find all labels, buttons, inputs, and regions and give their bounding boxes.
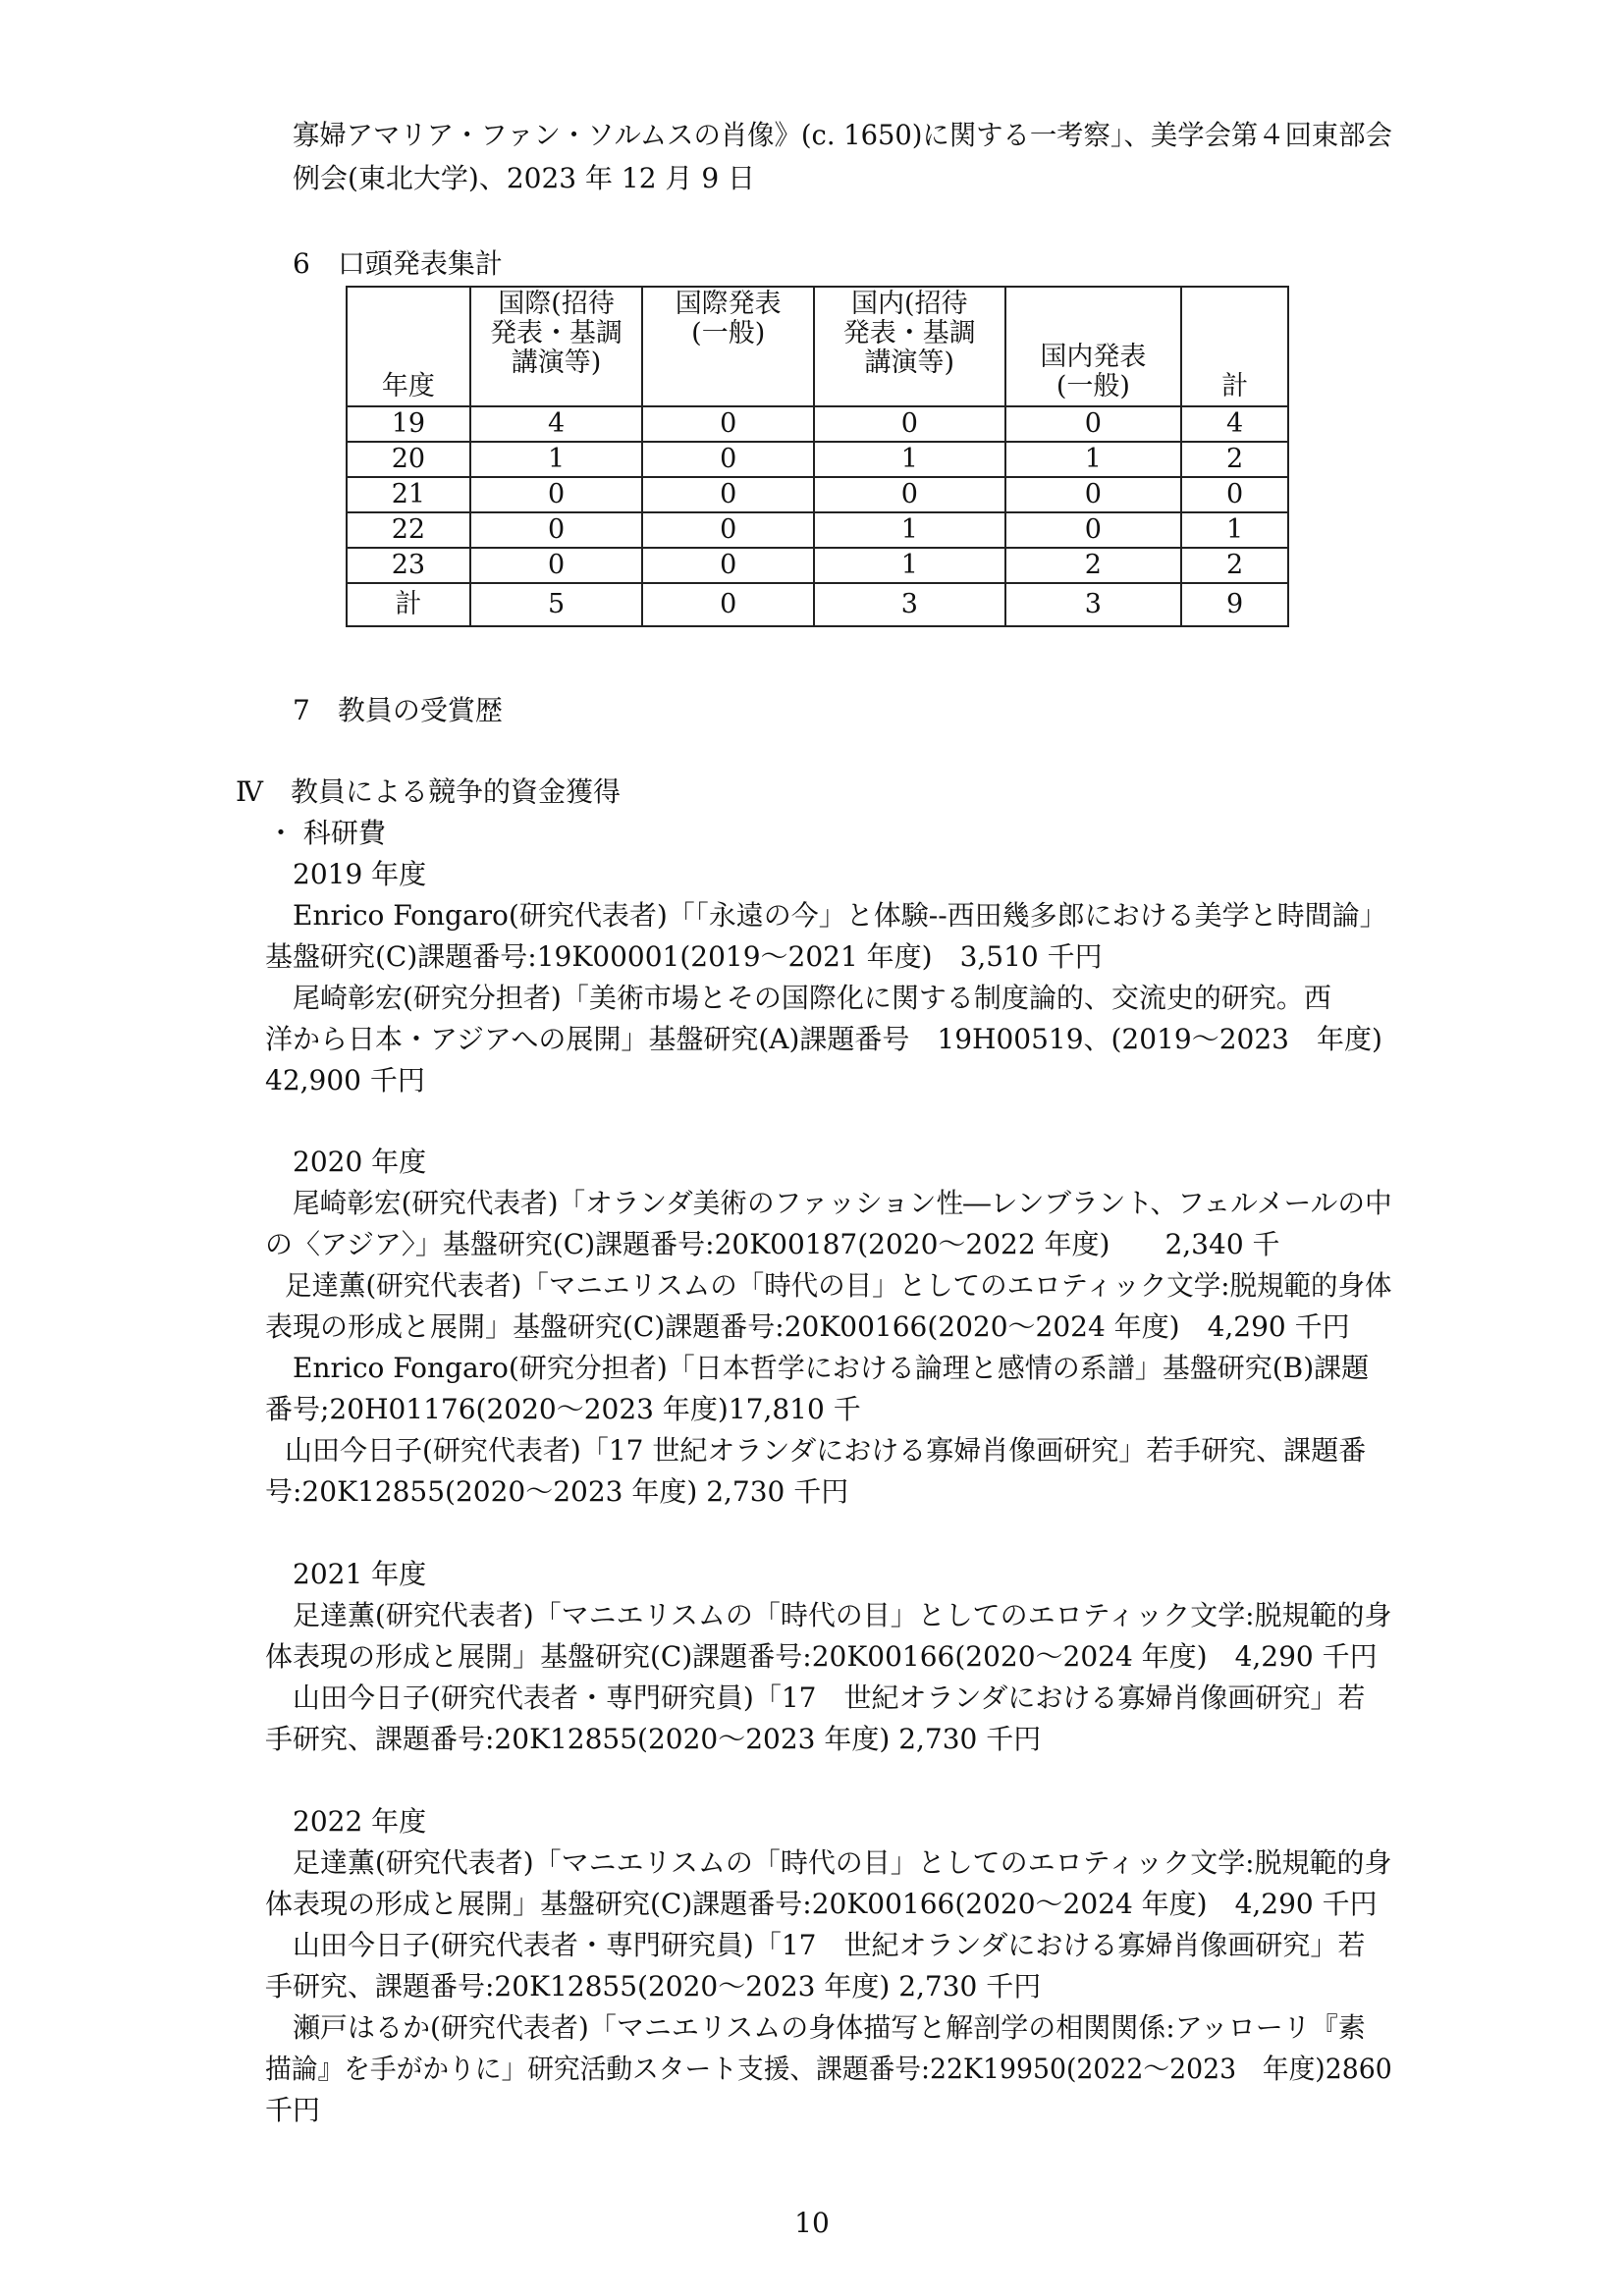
cell-total: 4 — [1181, 406, 1288, 442]
cell-value: 1 — [814, 442, 1005, 477]
cell-total-value: 5 — [470, 583, 643, 626]
table-header-row — [347, 287, 1288, 406]
year-heading-2020: 2020 年度 — [293, 1146, 427, 1178]
grant-line: 瀬戸はるか(研究代表者)「マニエリスムの身体描写と解剖学の相関関係:アッローリ『素 — [293, 2011, 1366, 2044]
cell-value: 4 — [470, 406, 643, 442]
cell-total-value: 3 — [1005, 583, 1182, 626]
grant-line: 体表現の形成と展開」基盤研究(C)課題番号:20K00166(2020～2024 年度) 4,290 千円 — [265, 1888, 1378, 1920]
cell-total: 0 — [1181, 477, 1288, 512]
cell-total-label: 計 — [347, 583, 470, 626]
section-7-title: 7 教員の受賞歴 — [293, 694, 503, 726]
header-domestic-invited: 国内(招待 発表・基調 講演等) — [814, 287, 1005, 406]
cell-value: 0 — [1005, 477, 1182, 512]
cell-value: 0 — [642, 512, 814, 548]
header-domestic-general: 国内発表 (一般) — [1005, 287, 1182, 406]
cell-total-value: 0 — [642, 583, 814, 626]
cell-total-value: 3 — [814, 583, 1005, 626]
cell-year: 19 — [347, 406, 470, 442]
header-intl-general: 国際発表 (一般) — [642, 287, 814, 406]
cell-value: 1 — [814, 548, 1005, 583]
cell-grand-total: 9 — [1181, 583, 1288, 626]
cell-value: 0 — [1005, 512, 1182, 548]
grant-line: 42,900 千円 — [265, 1064, 425, 1096]
grant-line: 足達薫(研究代表者)「マニエリスムの「時代の目」としてのエロティック文学:脱規範的身 — [293, 1599, 1392, 1631]
table-total-row — [347, 583, 1288, 626]
cell-value: 0 — [642, 477, 814, 512]
grant-line: 足達薫(研究代表者)「マニエリスムの「時代の目」としてのエロティック文学:脱規範的身 — [293, 1846, 1392, 1879]
year-heading-2019: 2019 年度 — [293, 858, 427, 890]
table-row — [347, 477, 1288, 512]
cell-value: 1 — [814, 512, 1005, 548]
header-total: 計 — [1181, 287, 1288, 406]
year-heading-2021: 2021 年度 — [293, 1558, 427, 1590]
grant-line: 手研究、課題番号:20K12855(2020～2023 年度) 2,730 千円 — [265, 1970, 1042, 2002]
cell-value: 0 — [470, 512, 643, 548]
grant-line: 山田今日子(研究代表者・専門研究員)「17 世紀オランダにおける寡婦肖像画研究」若 — [293, 1682, 1366, 1714]
cell-total: 2 — [1181, 548, 1288, 583]
kakenhi-bullet: ・ 科研費 — [267, 817, 386, 849]
grant-line: 山田今日子(研究代表者・専門研究員)「17 世紀オランダにおける寡婦肖像画研究」若 — [293, 1929, 1366, 1961]
section-4-title: Ⅳ 教員による競争的資金獲得 — [236, 775, 621, 808]
cell-year: 21 — [347, 477, 470, 512]
table-row — [347, 548, 1288, 583]
cell-total: 1 — [1181, 512, 1288, 548]
cell-value: 1 — [470, 442, 643, 477]
cell-year: 22 — [347, 512, 470, 548]
cell-value: 0 — [642, 442, 814, 477]
cell-value: 0 — [470, 477, 643, 512]
intro-line-2: 例会(東北大学)、2023 年 12 月 9 日 — [293, 162, 756, 194]
grant-line: 尾崎彰宏(研究分担者)「美術市場とその国際化に関する制度論的、交流史的研究。西 — [293, 982, 1331, 1014]
grant-line: 体表現の形成と展開」基盤研究(C)課題番号:20K00166(2020～2024 年度) 4,290 千円 — [265, 1640, 1378, 1673]
cell-value: 0 — [1005, 406, 1182, 442]
year-heading-2022: 2022 年度 — [293, 1805, 427, 1838]
cell-value: 0 — [642, 406, 814, 442]
header-intl-invited: 国際(招待 発表・基調 講演等) — [470, 287, 643, 406]
grant-line: 尾崎彰宏(研究代表者)「オランダ美術のファッション性―レンブラント、フェルメールの中 — [293, 1187, 1392, 1219]
cell-value: 2 — [1005, 548, 1182, 583]
oral-presentation-table — [346, 286, 1289, 627]
cell-value: 1 — [1005, 442, 1182, 477]
table-row — [347, 406, 1288, 442]
cell-value: 0 — [642, 548, 814, 583]
grant-line: 番号;20H01176(2020～2023 年度)17,810 千 — [265, 1393, 861, 1425]
grant-line: の〈アジア〉」基盤研究(C)課題番号:20K00187(2020～2022 年度) 2,340 千 — [265, 1228, 1280, 1260]
table-row — [347, 512, 1288, 548]
cell-year: 20 — [347, 442, 470, 477]
grant-line: 描論』を手がかりに」研究活動スタート支援、課題番号:22K19950(2022～2023 年度)2860 — [265, 2053, 1392, 2085]
grant-line: 手研究、課題番号:20K12855(2020～2023 年度) 2,730 千円 — [265, 1723, 1042, 1755]
page-number: 10 — [794, 2207, 830, 2239]
grant-line: Enrico Fongaro(研究分担者)「日本哲学における論理と感情の系譜」基盤研究(B)課題 — [293, 1352, 1370, 1384]
grant-line: 号:20K12855(2020～2023 年度) 2,730 千円 — [265, 1475, 849, 1508]
grant-line: 洋から日本・アジアへの展開」基盤研究(A)課題番号 19H00519、(2019～2023 年度) — [265, 1023, 1382, 1055]
cell-value: 0 — [814, 406, 1005, 442]
section-6-title: 6 口頭発表集計 — [293, 247, 503, 280]
grant-line: 足達薫(研究代表者)「マニエリスムの「時代の目」としてのエロティック文学:脱規範的身体 — [285, 1269, 1392, 1302]
cell-value: 0 — [814, 477, 1005, 512]
cell-year: 23 — [347, 548, 470, 583]
table-row — [347, 442, 1288, 477]
intro-line-1: 寡婦アマリア・ファン・ソルムスの肖像》(c. 1650)に関する一考察」、美学会第４回東部会 — [293, 119, 1392, 151]
grant-line: 千円 — [265, 2094, 321, 2126]
grant-line: Enrico Fongaro(研究代表者)「「永遠の今」と体験--西田幾多郎における美学と時間論」 — [293, 899, 1387, 932]
grant-line: 表現の形成と展開」基盤研究(C)課題番号:20K00166(2020～2024 年度) 4,290 千円 — [265, 1310, 1350, 1343]
grant-line: 基盤研究(C)課題番号:19K00001(2019～2021 年度) 3,510 千円 — [265, 940, 1103, 973]
cell-value: 0 — [470, 548, 643, 583]
grant-line: 山田今日子(研究代表者)「17 世紀オランダにおける寡婦肖像画研究」若手研究、課題番 — [285, 1434, 1367, 1467]
cell-total: 2 — [1181, 442, 1288, 477]
header-year: 年度 — [347, 287, 470, 406]
